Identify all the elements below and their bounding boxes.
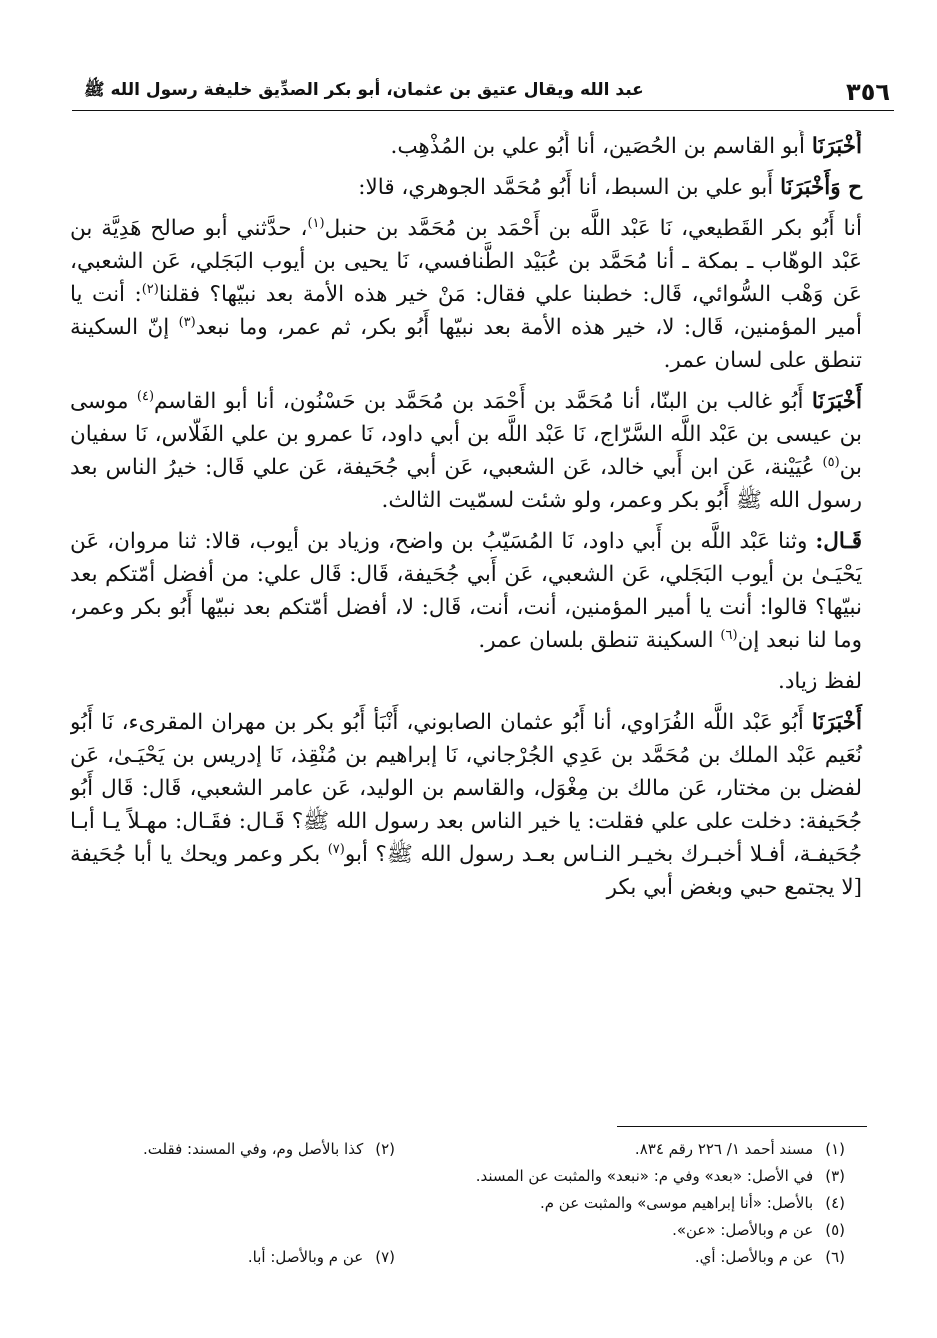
footnotes: [75, 1136, 845, 1316]
footnote-number: (٢): [375, 1140, 395, 1158]
footnote-marker[interactable]: (٣): [178, 314, 196, 330]
footnote-marker[interactable]: (٤): [136, 388, 155, 404]
footnote-row: [75, 1163, 845, 1190]
footnote-text: في الأصل: «بعد» وفي م: «نبعد» والمثبت عن المسند.: [475, 1167, 814, 1185]
page-header: [84, 66, 890, 104]
paragraph: [70, 130, 862, 163]
page-number: ٣٥٦: [846, 78, 890, 106]
paragraph: [70, 525, 862, 657]
paragraph-text: لفظ زياد.: [778, 669, 862, 694]
paragraph-text: إنّ السكينة تنطق على لسان عمر.: [70, 315, 862, 373]
footnote-number: (٤): [825, 1194, 845, 1212]
footnote-marker[interactable]: (٢): [141, 281, 159, 297]
main-text: [70, 130, 892, 1110]
paragraph-lead: أَخْبَرَنَا: [811, 134, 862, 159]
footnote-number: (٣): [825, 1167, 845, 1185]
footnote-marker[interactable]: (٧): [327, 841, 345, 857]
paragraph-text: بكر وعمر ويحك يا أبا جُحَيفة [لا يجتمع حبي وبغض أبي بكر: [70, 842, 862, 900]
footnote-marker[interactable]: (٥): [822, 454, 840, 470]
paragraph-text: أَبو علي بن السبط، أنا أَبُو مُحَمَّد الجوهري، قالا:: [358, 175, 781, 200]
paragraph-text: وثنا عَبْد اللَّه بن أَبي داود، نَا المُسَيّبُ بن واضح، وزياد بن أيوب، قالا: ثنا مروان، عَن يَحْيَـىٰ بن أيوب البَجَلي، عَن الشعبي، عَن أَبي جُحَيفة، قَال: قَال علي: من أفضل أمّتكم بعد نبيّها؟ قالوا: أنت يا أمير المؤمنين، أنت، أنت، قَال: لا، أفضل أمّتكم بعد نبيّها أَبُو بكر وعمر، وما لنا نبعد إن: [70, 529, 862, 653]
paragraph: [70, 385, 862, 517]
footnote: [395, 1244, 845, 1271]
paragraph-lead: أَخْبَرَنَا: [811, 710, 862, 735]
paragraph: [70, 212, 862, 377]
footnote-divider: [617, 1126, 867, 1127]
footnote: [75, 1244, 395, 1271]
paragraph-text: أنا أَبُو بكر القَطيعي، نَا عَبْد اللَّه بن أَحْمَد بن مُحَمَّد بن حنبل: [324, 216, 862, 241]
paragraph-text: : أنت يا أمير المؤمنين، قَال: لا، خير هذه الأمة بعد نبيّها أَبُو بكر، ثم عمر، وما نبعد: [70, 282, 863, 340]
paragraph-text: موسى بن عيسى بن عَبْد اللَّه السَّرّاج، نَا عَبْد اللَّه بن أبي داود، نَا عمرو بن علي الفَلّاس، نَا سفيان بن: [70, 389, 862, 480]
footnote: [672, 1217, 845, 1244]
footnote-row: [75, 1136, 845, 1163]
footnote: [395, 1136, 845, 1163]
footnote-marker[interactable]: (٦): [720, 627, 738, 643]
footnote-row: [75, 1217, 845, 1244]
paragraph: [70, 171, 862, 204]
footnote-number: (٧): [375, 1248, 395, 1266]
paragraph-text: السكينة تنطق بلسان عمر.: [478, 628, 721, 653]
footnote-marker[interactable]: (١): [307, 215, 325, 231]
footnote: [476, 1163, 845, 1190]
paragraph: [70, 706, 862, 904]
paragraph-lead: أَخْبَرَنَا: [811, 389, 862, 414]
paragraph-text: أَبُو غالب بن البنّا، أنا مُحَمَّد بن أَحْمَد بن مُحَمَّد بن حَسْنُون، أنا أبو القاسم: [154, 389, 812, 414]
running-title: عبد الله ويقال عتيق بن عثمان، أبو بكر الصدِّيق خليفة رسول الله ﷺ: [84, 80, 644, 100]
footnote: [75, 1136, 395, 1163]
footnote-text: عن م وبالأصل: أبا.: [247, 1248, 364, 1266]
paragraph-text: عُيَيْنة، عَن ابن أَبي خالد، عَن الشعبي، عَن أبي جُحَيفة، عَن علي قَال: خيرُ الناس بعد رسول الله ﷺ أَبُو بكر وعمر، ولو شئت لسمّيت الثالث.: [70, 455, 862, 513]
paragraph: [70, 665, 862, 698]
footnote-row: [75, 1244, 845, 1271]
footnote-text: مسند أحمد ١/ ٢٢٦ رقم ٨٣٤.: [634, 1140, 814, 1158]
paragraph-text: أَبُو عَبْد اللَّه الفُرَاوي، أنا أَبُو عثمان الصابوني، أَنْبَأ أَبُو بكر بن مهران المقرىء، نَا أَبُو نُعَيم عَبْد الملك بن مُحَمَّد بن عَدِي الجُرْجاني، نَا إبراهيم بن مُنْقِذ، نَا إدريس بن يَحْيَـىٰ، عَن لفضل بن مختار، عَن مالك بن مِغْوَل، والقاسم بن الوليد، عَن عامر الشعبي، قَال: قَال أَبُو جُحَيفة: دخلت على علي فقلت: يا خير الناس بعد رسول الله ﷺ؟ قَـال: فقَـال: مهـلاً يـا أبـا جُحَيفـة، أفـلا أخبـرك بخيـر النـاس بعـد رسول الله ﷺ؟ أبو: [70, 710, 862, 867]
paragraph-lead: ح وَأَخْبَرَنَا: [780, 175, 862, 200]
footnote-text: عن م وبالأصل: أي.: [694, 1248, 814, 1266]
footnote-number: (٦): [825, 1248, 845, 1266]
footnote-text: كذا بالأصل وم، وفي المسند: فقلت.: [143, 1140, 364, 1158]
paragraph-lead: قَـال:: [815, 529, 862, 554]
header-divider: [72, 110, 894, 111]
footnote-text: عن م وبالأصل: «عن».: [672, 1221, 814, 1239]
footnote: [540, 1190, 845, 1217]
footnote-number: (١): [825, 1140, 845, 1158]
paragraph-text: ، حدَّثني أبو صالح هَدِيَّة بن عَبْد الوهّاب ـ بمكة ـ أنا مُحَمَّد بن عُبَيْد الطَّنافسي، نَا يحيى بن أيوب البَجَلي، عَن الشعبي، عَن وَهْب السُّوائي، قَال: خطبنا علي فقال: مَنْ خير هذه الأمة بعد نبيّها؟ فقلنا: [70, 216, 862, 307]
footnote-row: [75, 1190, 845, 1217]
footnote-text: بالأصل: «أنا إبراهيم موسى» والمثبت عن م.: [539, 1194, 814, 1212]
paragraph-text: أَبو القاسم بن الحُصَين، أنا أَبُو علي بن المُذْهِب.: [390, 134, 812, 159]
footnote-number: (٥): [825, 1221, 845, 1239]
